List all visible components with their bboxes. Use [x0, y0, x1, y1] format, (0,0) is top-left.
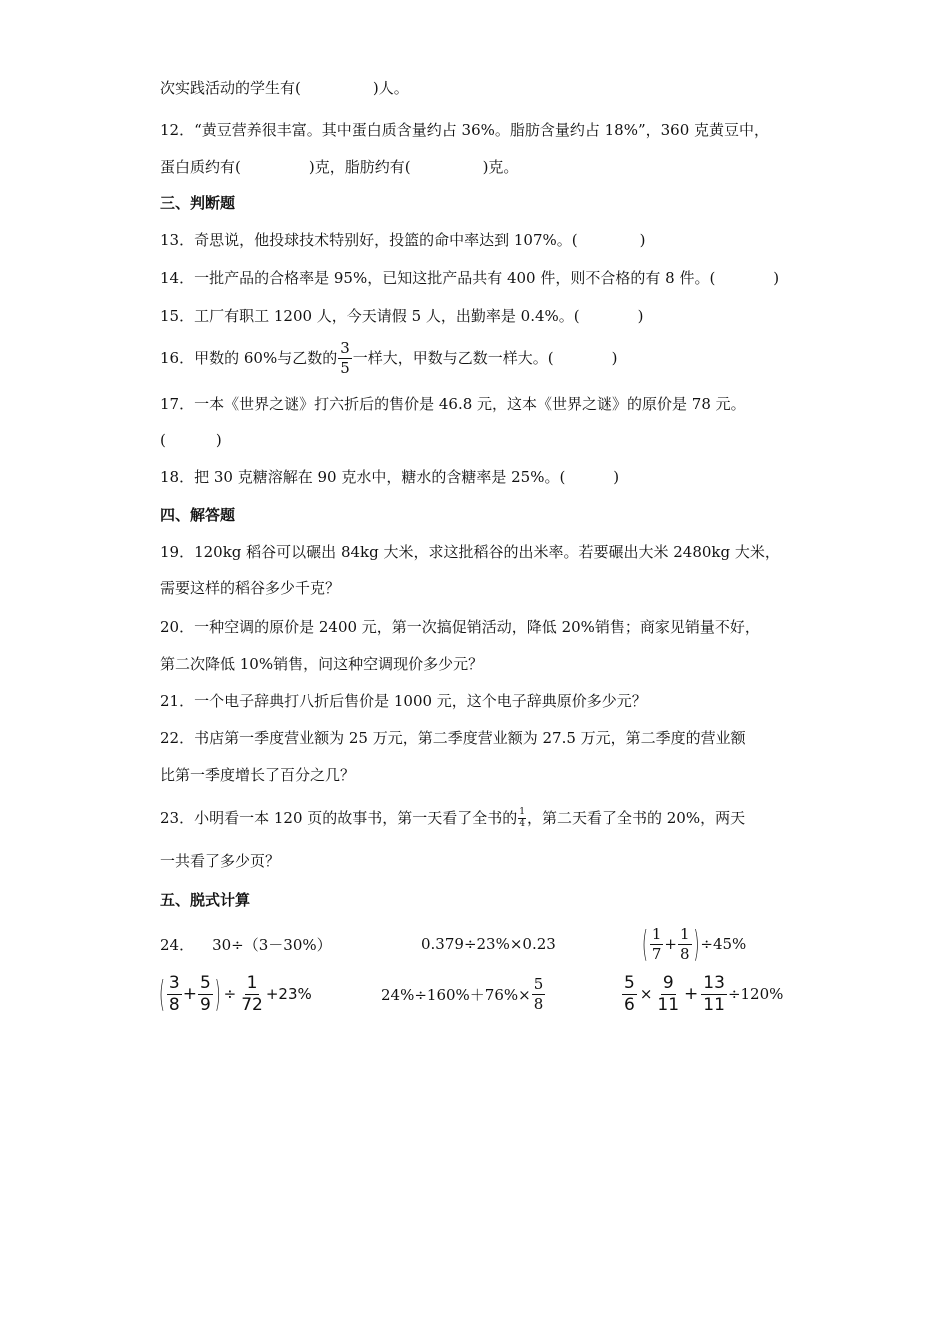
- section-heading: 四、解答题: [160, 506, 236, 524]
- q18: 18．把 30 克糖溶解在 90 克水中，糖水的含糖率是 25%。( ): [160, 468, 620, 486]
- fraction: $\frac{5}{9}$: [199, 972, 211, 1015]
- q21: 21．一个电子辞典打八折后售价是 1000 元，这个电子辞典原价多少元？: [160, 692, 647, 710]
- left-paren: (: [642, 922, 648, 966]
- q24-expr-1: 24． 30÷（3－30%）: [160, 935, 332, 954]
- q13: 13．奇思说，他投球技术特别好，投篮的命中率达到 107%。( ): [160, 231, 646, 249]
- fraction: $\frac{5}{6}$: [624, 972, 635, 1015]
- q17-line1: 17．一本《世界之谜》打六折后的售价是 46.8 元，这本《世界之谜》的原价是 78 元。: [160, 395, 746, 413]
- fraction: $\frac{1}{7}$: [651, 924, 662, 963]
- section-heading: 五、脱式计算: [160, 891, 251, 909]
- fraction: $\frac{3}{8}$: [168, 972, 180, 1015]
- q23-line1: 23．小明看一本 120 页的故事书，第一天看了全书的 $\frac{1}{4}$ ，第二天看了全书的 20%，两天: [160, 806, 746, 829]
- fraction: $\frac{13}{11}$: [703, 972, 725, 1015]
- q19-line1: 19．120kg 稻谷可以碾出 84kg 大米，求这批稻谷的出米率。若要碾出大米 2480kg 大米，: [160, 543, 780, 561]
- fraction: $\frac{3}{5}$: [340, 338, 350, 377]
- right-paren: ): [693, 922, 700, 966]
- q23-line2: 一共看了多少页？: [160, 852, 281, 870]
- q24-expr-2: 0.379÷23%×0.23: [421, 935, 556, 953]
- q24-expr-4: ( $\frac{3}{8}$ + $\frac{5}{9}$ ) ÷ $\frac{1}{72}$ +23%: [159, 972, 312, 1016]
- fraction: $\frac{1}{4}$: [519, 806, 525, 829]
- q15: 15．工厂有职工 1200 人，今天请假 5 人，出勤率是 0.4%。( ): [160, 307, 644, 325]
- q22-line2: 比第一季度增长了百分之几？: [160, 766, 356, 784]
- section-heading: 三、判断题: [160, 194, 236, 212]
- q17-line2: ( ): [160, 431, 222, 449]
- q12-line2: 蛋白质约有( )克，脂肪约有( )克。: [160, 158, 519, 176]
- q22-line1: 22．书店第一季度营业额为 25 万元，第二季度营业额为 27.5 万元，第二季度的营业额: [160, 729, 746, 747]
- q24-expr-5: 24%÷160%＋76%× $\frac{5}{8}$: [381, 974, 544, 1013]
- q24-expr-3: ( $\frac{1}{7}$ + $\frac{1}{8}$ ) ÷45%: [642, 922, 747, 966]
- q20-line1: 20．一种空调的原价是 2400 元，第一次搞促销活动，降低 20%销售；商家见销量不好，: [160, 618, 760, 636]
- fraction: $\frac{1}{72}$: [241, 972, 263, 1015]
- right-paren: ): [214, 972, 221, 1016]
- fraction: $\frac{5}{8}$: [533, 974, 544, 1013]
- fraction: $\frac{9}{11}$: [657, 972, 680, 1015]
- q16: 16．甲数的 60%与乙数的 $\frac{3}{5}$ 一样大，甲数与乙数一样大。( ): [160, 338, 618, 377]
- q20-line2: 第二次降低 10%销售，问这种空调现价多少元？: [160, 655, 484, 673]
- q12-line1: 12．“黄豆营养很丰富。其中蛋白质含量约占 36%。脂肪含量约占 18%”，360 克黄豆中，: [160, 121, 770, 139]
- q14: 14．一批产品的合格率是 95%，已知这批产品共有 400 件，则不合格的有 8 件。( ): [160, 269, 780, 287]
- q11-tail: 次实践活动的学生有( )人。: [160, 79, 409, 97]
- left-paren: (: [159, 972, 165, 1016]
- fraction: $\frac{1}{8}$: [679, 924, 690, 963]
- q19-line2: 需要这样的稻谷多少千克？: [160, 579, 341, 597]
- q24-expr-6: $\frac{5}{6}$ × $\frac{9}{11}$ + $\frac{13}{11}$ ÷120%: [624, 972, 784, 1015]
